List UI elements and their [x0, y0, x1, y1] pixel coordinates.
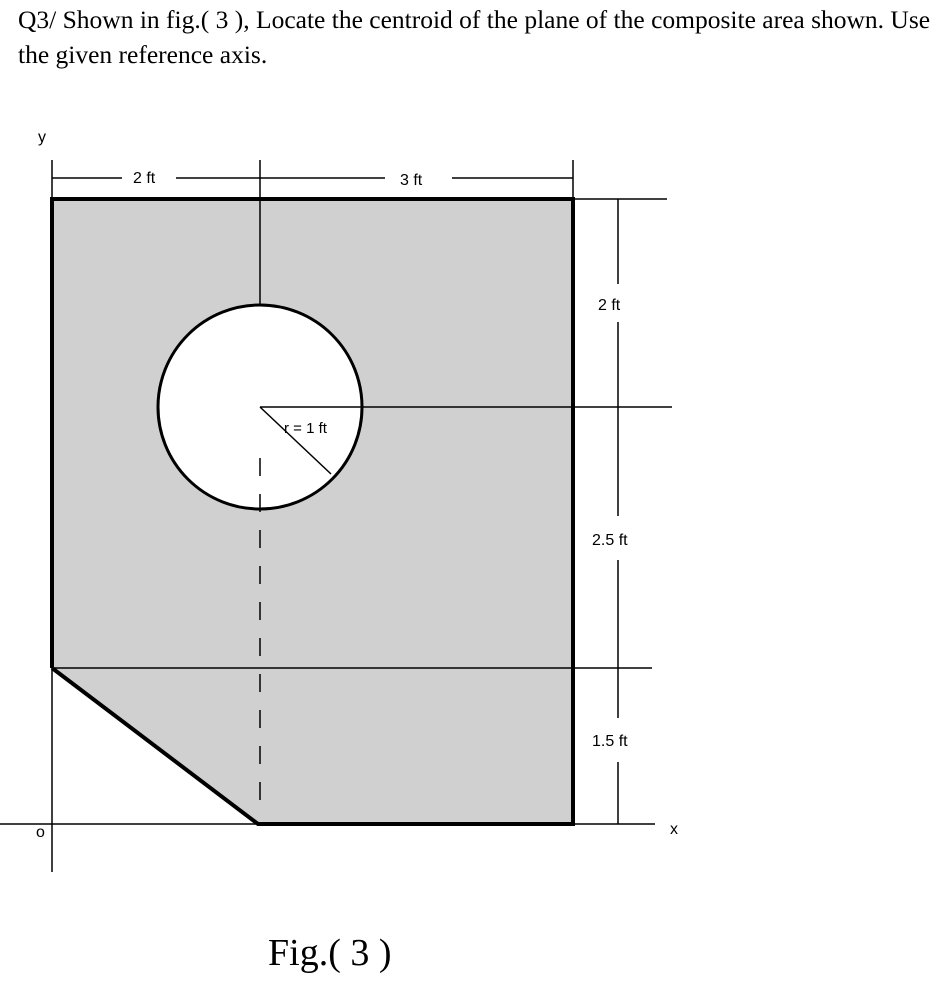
dim-label-right-top: 2 ft: [598, 297, 621, 314]
dim-label-top-left: 2 ft: [133, 170, 156, 187]
dim-label-right-bottom: 1.5 ft: [592, 733, 628, 750]
dim-label-right-middle: 2.5 ft: [592, 532, 628, 549]
question-text: Q3/ Shown in fig.( 3 ), Locate the centroid of the plane of the composite area shown. Use the given reference axis.: [18, 5, 931, 69]
y-axis-label: y: [38, 129, 46, 146]
x-axis-label: x: [670, 821, 678, 838]
dim-label-top-right: 3 ft: [400, 172, 423, 189]
radius-label: r = 1 ft: [284, 420, 327, 437]
origin-label: o: [36, 824, 45, 841]
figure-caption: Fig.( 3 ): [268, 932, 392, 974]
composite-shape: [52, 199, 573, 824]
